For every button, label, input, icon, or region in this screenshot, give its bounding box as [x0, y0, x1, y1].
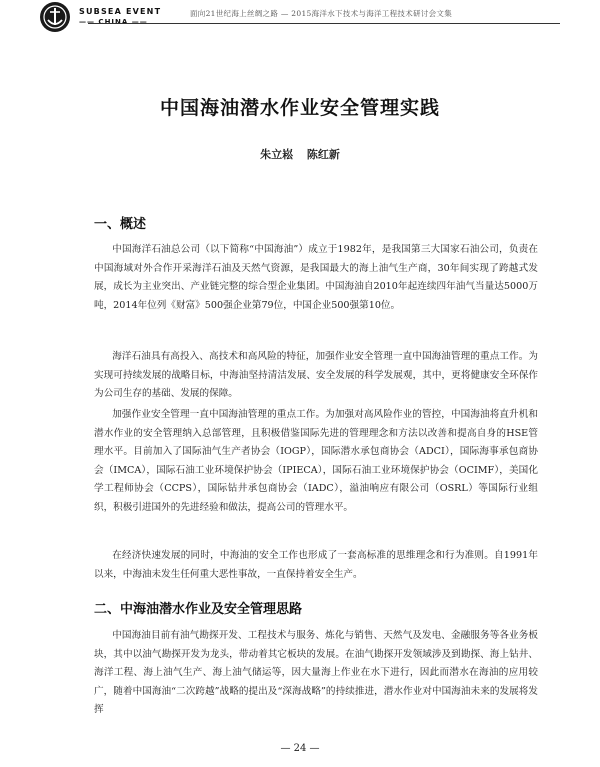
subsea-event-logo-icon	[38, 0, 72, 34]
brand-line-2: —— CHINA ——	[79, 18, 148, 26]
brand-line-1: SUBSEA EVENT	[79, 7, 162, 16]
paragraph: 加强作业安全管理一直中国海油管理的重点工作。为加强对高风险作业的管控，中国海油将直升机和潜水作业的安全管理纳入总部管理，且积极借鉴国际先进的管理理念和方法以改善和提高自身的HSE管理水平。目前加入了国际油气生产者协会（IOGP），国际潜水承包商协会（ADCI），国际海事承包商协会（IMCA），国际石油工业环境保护协会（IPIECA），国际石油工业环境保护协会（OCIMF），美国化学工程师协会（CCPS），国际钻井承包商协会（IADC），溢油响应有限公司（OSRL）等国际行业组织，积极引进国外的先进经验和做法，提高公司的管理水平。	[94, 409, 538, 513]
brand-name	[79, 6, 161, 28]
page-header	[0, 0, 600, 40]
paragraph: 中国海油目前有油气勘探开发、工程技术与服务、炼化与销售、天然气及发电、金融服务等各业务板块，其中以油气勘探开发为龙头，带动着其它板块的发展。在油气勘探开发领域涉及到勘探、海上钻井、海洋工程、海上油气生产、海上油气储运等，因大量海上作业在水下进行，因此而潜水在海油的应用较广，随着中国海油“二次跨越”战略的提出及“深海战略”的持续推进，潜水作业对中国海油未来的发展将发挥	[94, 630, 538, 715]
header-divider	[88, 23, 560, 24]
section-heading-overview: 一、概述	[94, 217, 147, 232]
paper-title: 中国海油潜水作业安全管理实践	[159, 97, 440, 119]
paragraph: 海洋石油具有高投入、高技术和高风险的特征，加强作业安全管理一直中国海油管理的重点工作。为实现可持续发展的战略目标，中海油坚持清洁发展、安全发展的科学发展观，其中，更将健康安全环保作为公司生存的基础、发展的保障。	[94, 351, 538, 399]
running-title: 面向21世纪海上丝绸之路 — 2015海洋水下技术与海洋工程技术研讨会文集	[190, 9, 452, 18]
paper-authors: 朱立崧 陈红新	[260, 148, 340, 161]
paragraph: 中国海洋石油总公司（以下简称“中国海油”）成立于1982年，是我国第三大国家石油公司，负责在中国海域对外合作开采海洋石油及天然气资源，是我国最大的海上油气生产商，30年间实现了跨越式发展，成长为主业突出、产业链完整的综合型企业集团。中国海油自2010年起连续四年油气当量达5000万吨，2014年位列《财富》500强企业第79位，中国企业500强第10位。	[94, 244, 538, 311]
section-heading-diving-management: 二、中海油潜水作业及安全管理思路	[94, 602, 303, 617]
paragraph: 在经济快速发展的同时，中海油的安全工作也形成了一套高标准的思维理念和行为准则。自1991年以来，中海油未发生任何重大恶性事故，一直保持着安全生产。	[94, 550, 538, 580]
page-number: — 24 —	[280, 743, 320, 754]
